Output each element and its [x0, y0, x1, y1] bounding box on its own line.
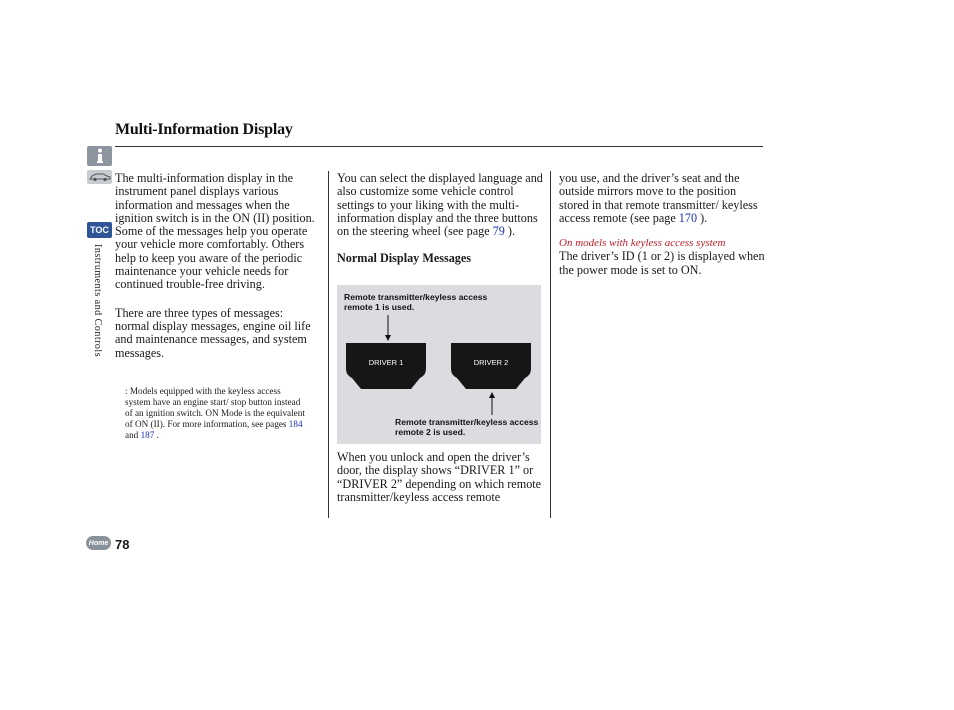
driver-id-paragraph: The driver’s ID (1 or 2) is displayed when the power mode is set to ON.: [559, 249, 765, 277]
memory-text-end: ).: [697, 210, 708, 225]
column-1: [115, 172, 320, 360]
memory-paragraph: [559, 172, 765, 225]
car-icon: [89, 172, 111, 182]
intro-paragraph: The multi-information display in the instrument panel displays various information and messages when the ignition switch is in the ON (II) position. Some of the messages help you operate your vehicle more comfortably. Others help to keep you aware of the periodic maintenance your vehicle needs for continued trouble-free driving.: [115, 171, 315, 292]
column-2: [337, 172, 545, 266]
footnote-and: and: [125, 430, 141, 440]
figure-caption-bottom: Remote transmitter/keyless access remote 2 is used.: [395, 417, 539, 437]
model-note: On models with keyless access system: [559, 237, 726, 250]
page-link-79[interactable]: 79: [492, 224, 505, 239]
title-rule: [115, 146, 763, 147]
customize-text: You can select the displayed language and also customize some vehicle control settings to your liking with the multi-information display and the three buttons on the steering wheel (see page: [337, 171, 543, 239]
info-button[interactable]: [87, 146, 112, 166]
column-3: [559, 172, 765, 277]
footnote-end: .: [154, 430, 159, 440]
arrow-up-icon: [489, 392, 495, 398]
info-icon: [95, 148, 105, 164]
figure-caption-top: Remote transmitter/keyless access remote 1 is used.: [344, 292, 488, 312]
unlock-paragraph: When you unlock and open the driver’s door, the display shows “DRIVER 1” or “DRIVER 2” depending on which remote transmitter/keyless access remote: [337, 450, 542, 504]
page-link-184[interactable]: 184: [288, 419, 303, 429]
home-button[interactable]: Home: [86, 536, 111, 550]
page-title: Multi-Information Display: [115, 121, 293, 138]
footnote: [125, 386, 305, 441]
toc-button[interactable]: TOC: [87, 222, 112, 238]
arrow-down-icon: [385, 335, 391, 341]
vehicle-button[interactable]: [87, 170, 112, 184]
driver-1-display: DRIVER 1: [368, 358, 404, 367]
customize-paragraph: [337, 172, 545, 238]
driver-display-figure: [337, 285, 541, 444]
column-divider-1: [328, 171, 329, 518]
section-label: Instruments and Controls: [92, 244, 103, 358]
message-types-paragraph: There are three types of messages: normal display messages, engine oil life and maintenance messages, and system messages.: [115, 305, 311, 360]
page-link-187[interactable]: 187: [140, 430, 155, 440]
driver-2-display: DRIVER 2: [473, 358, 509, 367]
customize-text-end: ).: [504, 224, 516, 239]
page-link-170[interactable]: 170: [678, 210, 698, 225]
column-divider-2: [550, 171, 551, 518]
section-heading: Normal Display Messages: [337, 251, 472, 266]
footnote-text: : Models equipped with the keyless access system have an engine start/ stop button instead of an ignition switch. ON Mode is the equivalent of ON (II). For more information, see pages: [125, 386, 305, 429]
page-number: 78: [115, 537, 130, 552]
memory-text: you use, and the driver’s seat and the outside mirrors move to the position stored in that remote transmitter/ keyless access remote (see page: [559, 171, 758, 225]
